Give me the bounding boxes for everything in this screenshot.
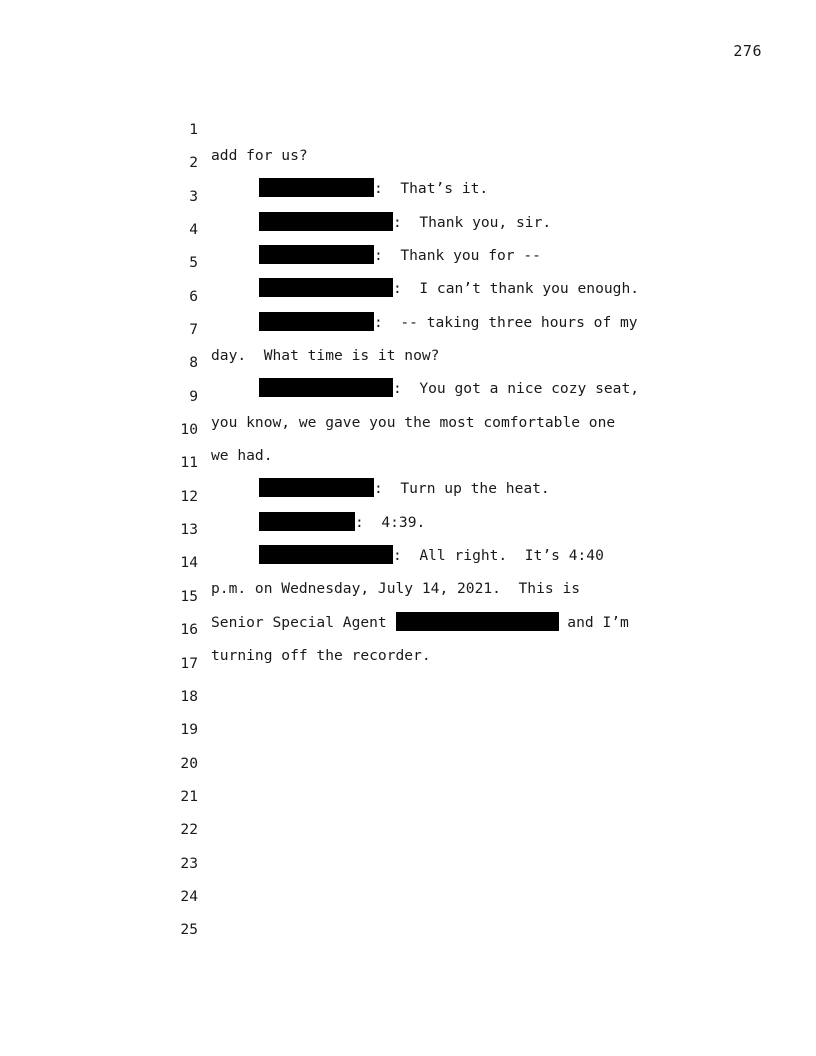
line-number: 21 xyxy=(180,787,198,805)
line-number: 2 xyxy=(189,154,198,172)
transcript-body xyxy=(0,91,816,939)
page-number: 276 xyxy=(733,42,762,60)
line-number: 13 xyxy=(180,521,198,539)
transcript-line xyxy=(0,725,816,772)
line-number: 24 xyxy=(180,887,198,905)
line-number: 12 xyxy=(180,487,198,505)
line-text: turning off the recorder. xyxy=(211,647,431,665)
line-number: 9 xyxy=(189,387,198,405)
line-number: 17 xyxy=(180,654,198,672)
transcript-line xyxy=(0,224,816,298)
line-text: : -- taking three hours of my xyxy=(374,313,638,331)
transcript-line xyxy=(0,291,816,365)
line-text: : That’s it. xyxy=(374,180,489,198)
transcript-line xyxy=(0,124,816,198)
line-number: 19 xyxy=(180,721,198,739)
transcript-line xyxy=(0,191,816,265)
line-text: you know, we gave you the most comfortable one xyxy=(211,413,616,431)
line-text: day. What time is it now? xyxy=(211,347,440,365)
line-number: 4 xyxy=(189,221,198,239)
line-number: 25 xyxy=(180,921,198,939)
transcript-line xyxy=(0,891,816,939)
line-text: : Thank you for -- xyxy=(374,247,541,265)
line-number: 16 xyxy=(180,621,198,639)
transcript-line xyxy=(0,691,816,739)
transcript-line xyxy=(0,758,816,805)
line-number: 3 xyxy=(189,187,198,205)
line-number: 10 xyxy=(180,421,198,439)
transcript-line xyxy=(0,158,816,231)
transcript-line xyxy=(0,324,816,398)
transcript-line xyxy=(0,825,816,872)
transcript-line xyxy=(0,791,816,839)
line-number: 18 xyxy=(180,687,198,705)
line-number: 11 xyxy=(180,454,198,472)
line-text: Senior Special Agent xyxy=(211,613,396,631)
line-number: 5 xyxy=(189,254,198,272)
line-text: : Turn up the heat. xyxy=(374,480,550,498)
transcript-line xyxy=(0,658,816,705)
transcript-line xyxy=(0,858,816,905)
transcript-line xyxy=(0,91,816,164)
line-text: p.m. on Wednesday, July 14, 2021. This is xyxy=(211,580,581,598)
line-text: : 4:39. xyxy=(355,513,426,531)
line-number: 14 xyxy=(180,554,198,572)
line-text: add for us? xyxy=(211,147,308,164)
line-number: 23 xyxy=(180,854,198,872)
transcript-line xyxy=(0,258,816,331)
line-number: 22 xyxy=(180,821,198,839)
line-text-continued: and I’m xyxy=(558,613,629,631)
line-number: 15 xyxy=(180,587,198,605)
line-text: : I can’t thank you enough. xyxy=(393,280,640,298)
line-number: 7 xyxy=(189,321,198,339)
line-text: : Thank you, sir. xyxy=(393,213,552,231)
line-number: 6 xyxy=(189,287,198,305)
line-text: : All right. It’s 4:40 xyxy=(393,547,604,565)
line-number: 1 xyxy=(189,121,198,138)
line-text: we had. xyxy=(211,447,273,465)
line-number: 20 xyxy=(180,754,198,772)
line-number: 8 xyxy=(189,354,198,372)
transcript-line xyxy=(0,625,816,672)
line-text: : You got a nice cozy seat, xyxy=(393,380,640,398)
